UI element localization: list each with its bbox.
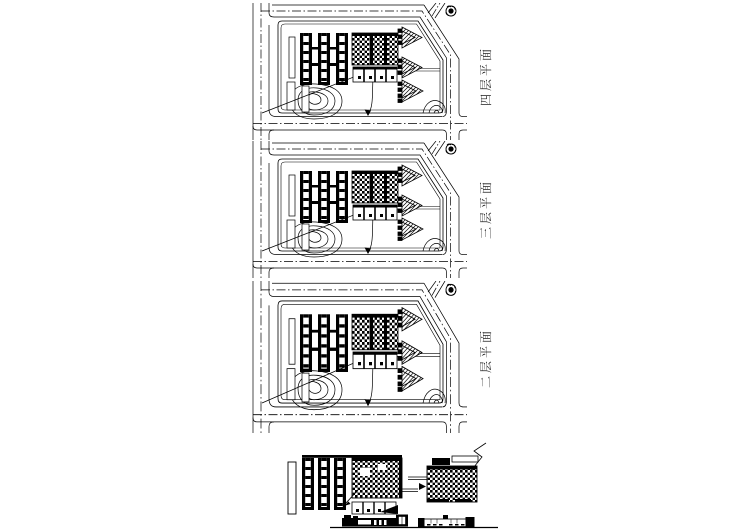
site-plan-floor-4 xyxy=(252,3,467,140)
floor-label-3f: 三层平面 xyxy=(479,179,493,240)
floor-label-2f: 二层平面 xyxy=(479,328,493,389)
unit-plan-detail-right xyxy=(408,443,486,502)
site-plan-floor-3 xyxy=(252,141,467,278)
elevation-left xyxy=(342,515,408,527)
site-plan-floor-2 xyxy=(252,281,467,433)
elevations xyxy=(300,508,510,530)
floor-label-4f: 四层平面 xyxy=(479,46,493,107)
unit-plan-detail-left xyxy=(288,455,418,514)
elevation-right xyxy=(418,515,475,528)
